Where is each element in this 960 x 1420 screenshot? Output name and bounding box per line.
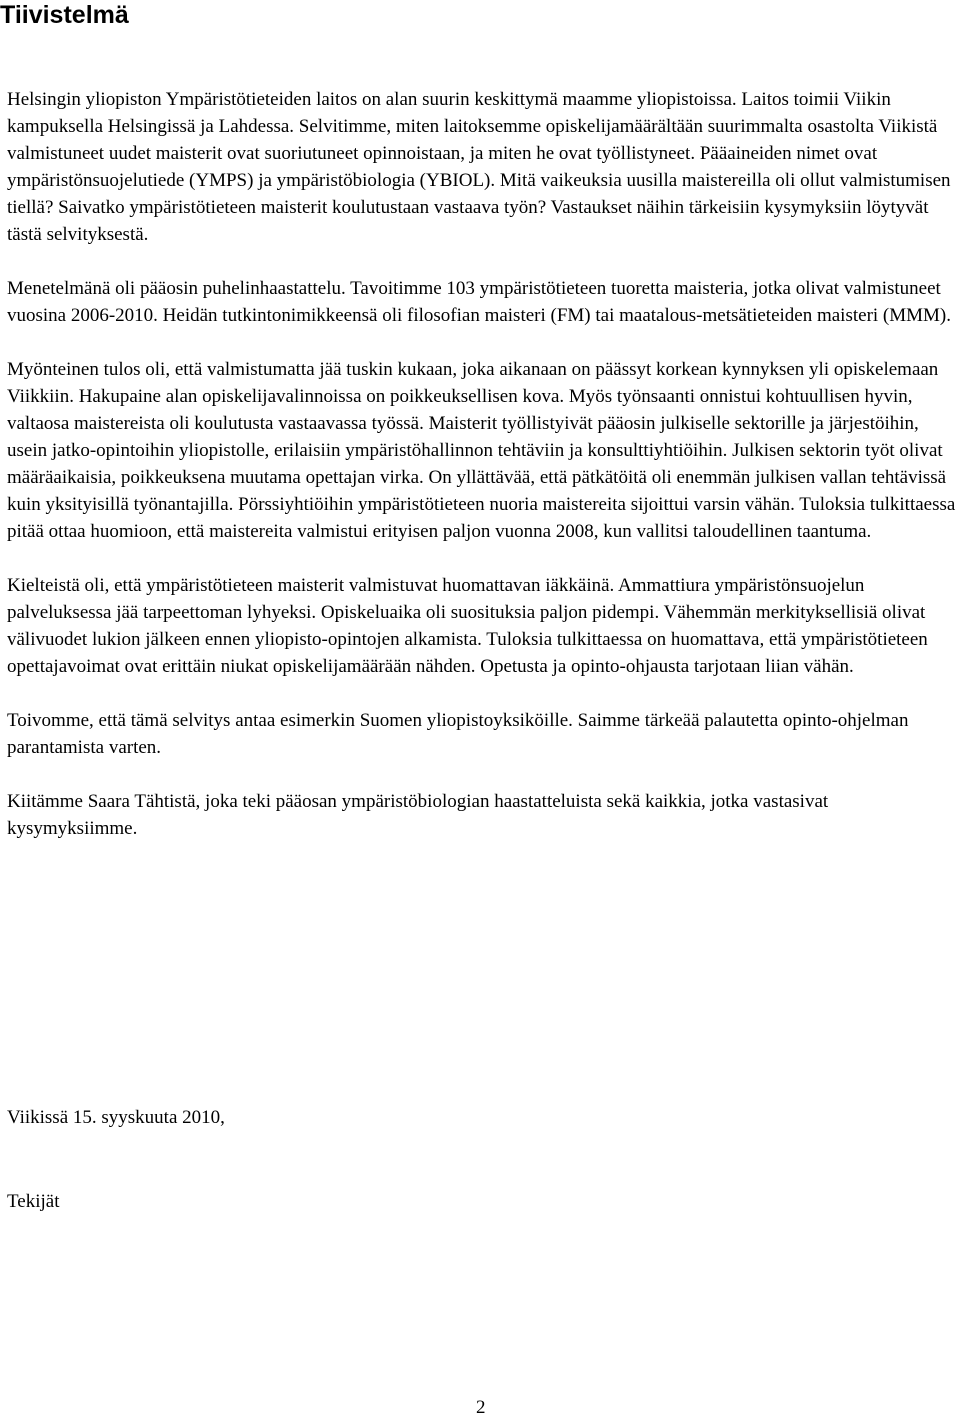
paragraph-thanks: Kiitämme Saara Tähtistä, joka teki pääosan ympäristöbiologian haastatteluista sekä kaikkia, jotka vastasivat kysymyksiimme. [7, 791, 829, 839]
paragraph-method: Menetelmänä oli pääosin puhelinhaastattelu. Tavoitimme 103 ympäristötieteen tuoretta maisteria, jotka olivat valmistuneet vuosina 2006-2010. Heidän tutkintonimikkeensä oli filosofian maisteri (FM) tai maatalous-metsätieteiden maisteri (MMM). [7, 278, 952, 326]
page-title: Tiivistelmä [0, 1, 129, 29]
paragraph-hope: Toivomme, että tämä selvitys antaa esimerkin Suomen yliopistoyksiköille. Saimme tärkeää palautetta opinto-ohjelman parantamista varten. [7, 710, 909, 758]
page-number: 2 [476, 1397, 486, 1418]
date-line: Viikissä 15. syyskuuta 2010, [7, 1107, 225, 1128]
signature: Tekijät [7, 1191, 60, 1212]
paragraph-intro: Helsingin yliopiston Ympäristötieteiden laitos on alan suurin keskittymä maamme yliopistoissa. Laitos toimii Viikin kampuksella Helsingissä ja Lahdessa. Selvitimme, miten laitoksemme opiskelijamäärältään suurimmalta osastolta Viikistä valmistuneet uudet maisterit ovat suoriutuneet opinnoistaan, ja miten he ovat työllistyneet. Pääaineiden nimet ovat ympäristönsuojelutiede (YMPS) ja ympäristöbiologia (YBIOL). Mitä vaikeuksia uusilla maistereilla oli ollut valmistumisen tiellä? Saivatko ympäristötieteen maisterit koulutustaan vastaava työn? Vastaukset näihin tärkeisiin kysymyksiin löytyvät tästä selvityksestä. [7, 89, 951, 245]
document-body [7, 86, 959, 869]
paragraph-negative-results: Kielteistä oli, että ympäristötieteen maisterit valmistuvat huomattavan iäkkäinä. Ammattiura ympäristönsuojelun palveluksessa jää tarpeettoman lyhyeksi. Opiskeluaika oli suosituksia paljon pidempi. Vähemmän merkityksellisiä olivat välivuodet lukion jälkeen ennen yliopisto-opintojen alkamista. Tuloksia tulkittaessa on huomattava, että ympäristötieteen opettajavoimat ovat erittäin niukat opiskelijamäärään nähden. Opetusta ja opinto-ohjausta tarjotaan liian vähän. [7, 575, 928, 677]
paragraph-positive-results: Myönteinen tulos oli, että valmistumatta jää tuskin kukaan, joka aikanaan on päässyt korkean kynnyksen yli opiskelemaan Viikkiin. Hakupaine alan opiskelijavalinnoissa on poikkeuksellisen kova. Myös työnsaanti onnistui kohtuullisen hyvin, valtaosa maistereista oli koulutusta vastaavassa työssä. Maisterit työllistyivät pääosin julkiselle sektorille ja järjestöihin, usein jatko-opintoihin yliopistolle, erilaisiin ympäristöhallinnon tehtäviin ja konsulttiyhtiöihin. Julkisen sektorin työt olivat määräaikaisia, poikkeuksena muutama opettajan virka. On yllättävää, että pätkätöitä oli enemmän julkisen vallan tehtävissä kuin yksityisillä työnantajilla. Pörssiyhtiöihin ympäristötieteen nuoria maistereita sijoittui varsin vähän. Tuloksia tulkittaessa pitää ottaa huomioon, että maistereita valmistui erityisen paljon vuonna 2008, kun vallitsi taloudellinen taantuma. [7, 359, 956, 542]
